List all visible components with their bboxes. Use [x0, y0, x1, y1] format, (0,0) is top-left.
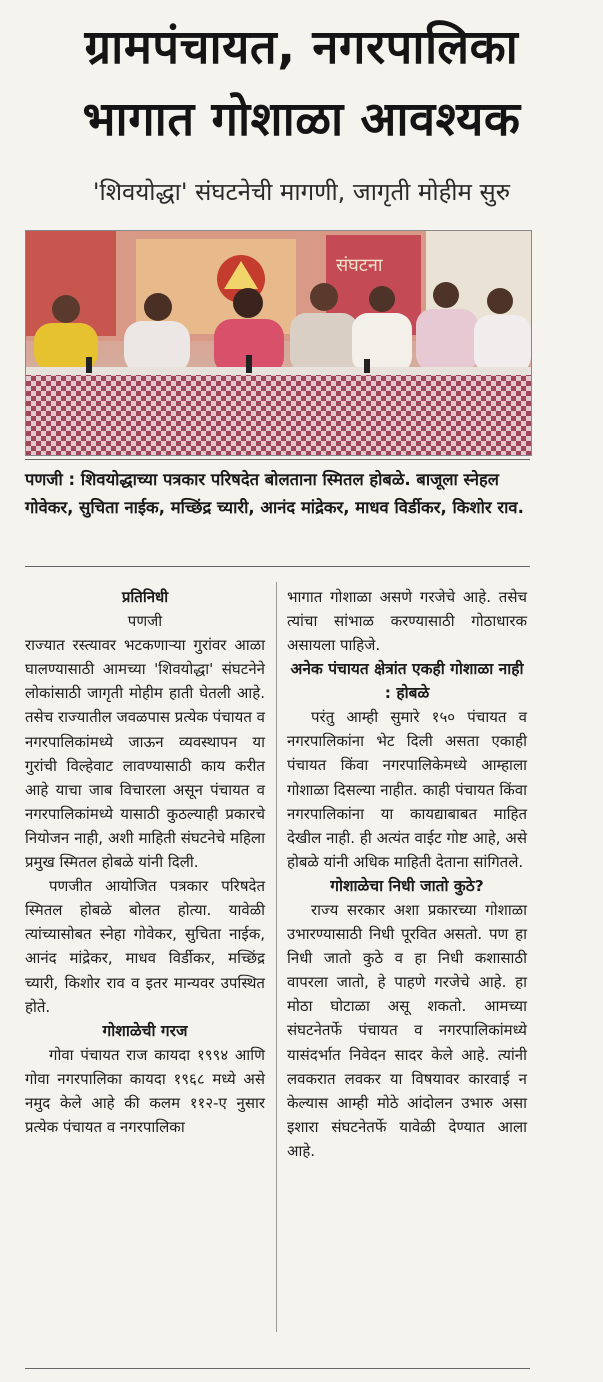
article-column-left: [25, 585, 265, 1139]
banner-text: संघटना: [336, 255, 383, 276]
photo-caption: पणजी : शिवयोद्धाच्या पत्रकार परिषदेत बोलताना स्मितल होबळे. बाजूला स्नेहल गोवेकर, सुचिता नाईक, मच्छिंद्र च्यारी, आनंद मांद्रेकर, माधव विर्डीकर, किशोर राव.: [25, 470, 524, 517]
paragraph-3: गोवा पंचायत राज कायदा १९९४ आणि गोवा नगरपालिका कायदा १९६८ मध्ये असे नमुद केले आहे की कलम ११२-ए नुसार प्रत्येक पंचायत व नगरपालिका: [25, 1045, 265, 1136]
dateline: पणजी: [127, 612, 163, 631]
paragraph-1: राज्यात रस्त्यावर भटकणाऱ्या गुरांवर आळा घालण्यासाठी आमच्या 'शिवयोद्धा' संघटनेने लोकांसाठी जागृती मोहीम हाती घेतली आहे. तसेच राज्यातील जवळपास प्रत्येक पंचायत व नगरपालिकांमध्ये जाऊन व्यवस्थापन या गुरांची विल्हेवाट लावण्यासाठी काय करीत आहे याचा जाब विचारला असून पंचायत व नगरपालिकांमध्ये यासाठी कुठल्याही प्रकारचे नियोजन नाही, अशी माहिती संघटनेचे महिला प्रमुख स्मितल होबळे यांनी दिली.: [25, 636, 265, 872]
subheadline: 'शिवयोद्धा' संघटनेची मागणी, जागृती मोहीम सुरु: [92, 178, 511, 206]
subheading-need: गोशाळेची गरज: [102, 1021, 188, 1040]
column-divider: [276, 582, 277, 1332]
caption-divider: [25, 566, 530, 567]
byline: प्रतिनिधी: [121, 588, 169, 606]
headline-line-2: भागात गोशाळा आवश्यक: [82, 92, 521, 147]
press-conference-photo: [25, 230, 532, 456]
paragraph-4: भागात गोशाळा असणे गरजेचे आहे. तसेच त्यांचा सांभाळ करण्यासाठी गोठाधारक असायला पाहिजे.: [287, 588, 527, 655]
paragraph-6: राज्य सरकार अशा प्रकारच्या गोशाळा उभारण्यासाठी निधी पूरवित असतो. पण हा निधी जातो कुठे व हा निधी कशासाठी वापरला जातो, हे पाहणे गरजेचे आहे. हा मोठा घोटाळा असू शकतो. आमच्या संघटनेतर्फे पंचायत व नगरपालिकांमध्ये यासंदर्भात निवेदन सादर केले आहे. त्यांनी लवकरात लवकर या विषयावर कारवाई न केल्यास आम्ही मोठे आंदोलन उभारु असा इशारा संघटनेतर्फे यावेळी देण्यात आला आहे.: [287, 900, 527, 1160]
press-conference-illustration: [26, 231, 531, 455]
paragraph-2: पणजीत आयोजित पत्रकार परिषदेत स्मितल होबळे बोलत होत्या. यावेळी त्यांच्यासोबत स्नेहा गोवेकर, सुचिता नाईक, आनंद मांद्रेकर, माधव विर्डीकर, मच्छिंद्र च्यारी, किशोर राव व इतर मान्यवर उपस्थित होते.: [25, 877, 265, 1016]
subheading-no-cowshed: अनेक पंचायत क्षेत्रांत एकही गोशाळा नाही : होबळे: [290, 660, 524, 703]
bottom-rule: [25, 1368, 530, 1369]
paragraph-5: परंतु आम्ही सुमारे १५० पंचायत व नगरपालिकांना भेट दिली असता एकाही पंचायत किंवा नगरपालिकेमध्ये आम्हाला गोशाळा दिसल्या नाहीत. काही पंचायत किंवा नगरपालिकांना या कायद्याबाबत माहित देखील नाही. ही अत्यंत वाईट गोष्ट आहे, असे होबळे यांनी अधिक माहिती देताना सांगितले.: [287, 708, 527, 871]
article-column-right: [287, 585, 527, 1163]
subheading-funds: गोशाळेचा निधी जातो कुठे?: [330, 876, 484, 895]
headline-line-1: ग्रामपंचायत, नगरपालिका: [84, 20, 519, 75]
photo-divider: [25, 459, 530, 460]
table-cloth: [26, 371, 531, 455]
